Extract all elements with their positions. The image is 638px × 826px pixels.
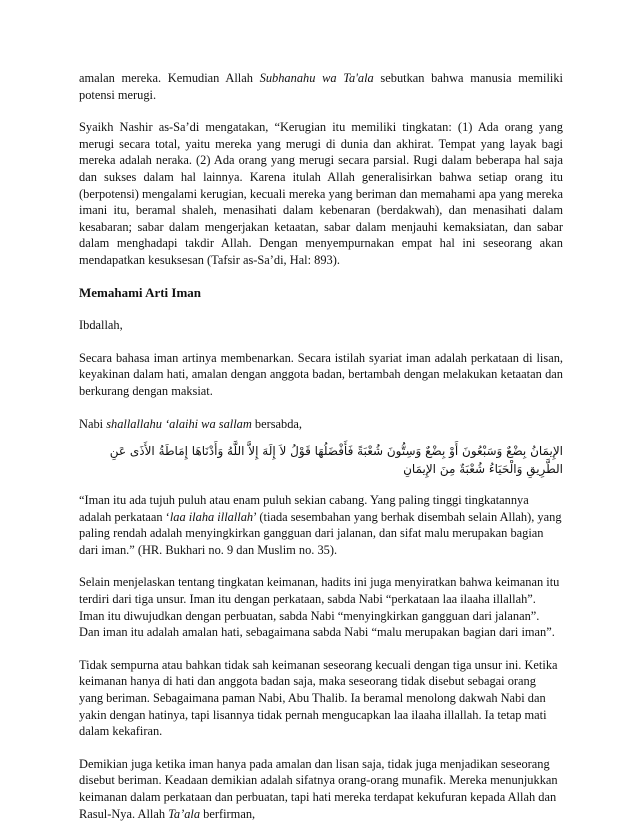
italic-shalawat: shallallahu ‘alaihi wa sallam — [106, 416, 252, 431]
paragraph-abu-thalib: Tidak sempurna atau bahkan tidak sah keimanan seseorang kecuali dengan tiga unsur ini. Ketika keimanan hanya di hati dan anggota badan saja, maka seseorang tidak disebut sebagai orang yang beriman. Sebagaimana paman Nabi, Abu Thalib. Ia beramal menolong dakwah Nabi dan yakin dengan hatinya, tapi lisannya tidak pernah mengucapkan laa ilaaha illallah. Ia tetap mati dalam kekafiran. — [79, 657, 558, 739]
section-heading: Memahami Arti Iman — [79, 284, 202, 300]
paragraph-kerugian-intro: amalan mereka. Kemudian Allah Subhanahu wa Ta'ala sebutkan bahwa manusia memiliki potensi merugi. — [79, 71, 563, 102]
paragraph-munafik: Demikian juga ketika iman hanya pada amalan dan lisan saja, tidak juga menjadikan seseorang disebut beriman. Keadaan demikian adalah sifatnya orang-orang munafik. Mereka menunjukkan keimanan dalam perkataan dan perbuatan, tapi hati mereka terdapat kekufuran kepada Allah dan Rasul-Nya. Allah Ta’ala berfirman, — [79, 756, 558, 821]
italic-subhanahu: Subhanahu wa Ta'ala — [259, 71, 374, 85]
paragraph-three-elements: Selain menjelaskan tentang tingkatan keimanan, hadits ini juga menyiratkan bahwa keimanan itu terdiri dari tiga unsur. Iman itu dengan perkataan, sabda Nabi “perkataan laa ilaaha illallah”. Iman itu diwujudkan dengan perbuatan, sabda Nabi “menyingkirkan gangguan dari jalanan”. Dan iman itu adalah amalan hati, sebagaimana sabda Nabi “malu merupakan bagian dari iman”. — [79, 575, 560, 640]
italic-laa-ilaha: laa ilaha illallah — [169, 509, 254, 524]
paragraph-nashir-quote: Syaikh Nashir as-Sa’di mengatakan, “Kerugian itu memiliki tingkatan: (1) Ada orang yang merugi secara total, yaitu mereka yang merugi di dunia dan akhirat. Tempat yang layak bagi mereka adalah neraka. (2) Ada orang yang merugi secara parsial. Rugi dalam beberapa hal saja dan sukses dalam hal lainnya. Karena itulah Allah generalisirkan bahwa setiap orang itu (berpotensi) mengalami kerugian, kecuali mereka yang beriman dan memahami apa yang mereka imani itu, beramal shaleh, menasihati dalam kebenaran (berdakwah), dan menasihati dalam kesabaran; sabar dalam mengerjakan ketaatan, sabar dalam menjauhi kemaksiatan, dan sabar dalam menghadapi takdir Allah. Dengan menyempurnakan empat hal ini seseorang akan mendapatkan kesuksesan (Tafsir as-Sa’di, Hal: 893). — [79, 120, 563, 267]
paragraph-nabi-bersabda: Nabi shallallahu ‘alaihi wa sallam bersabda, — [79, 416, 303, 431]
paragraph-greeting: Ibdallah, — [79, 318, 123, 333]
paragraph-definition-iman: Secara bahasa iman artinya membenarkan. Secara istilah syariat iman adalah perkataan di lisan, keyakinan dalam hati, amalan dengan anggota badan, bertambah dengan melakukan ketaatan dan berkurang dengan maksiat. — [79, 350, 563, 398]
italic-taala: Ta’ala — [168, 806, 201, 821]
arabic-hadith: الإِيمَانُ بِضْعٌ وَسَبْعُونَ أَوْ بِضْعٌ وَسِتُّونَ شُعْبَةً فَأَفْضَلُهَا قَوْلُ لاَ إِلَهَ إِلاَّ اللَّهُ وَأَدْنَاهَا إِمَاطَةُ الأَذَى عَنِ الطَّرِيقِ وَالْحَيَاءُ شُعْبَةٌ مِنَ الإِيمَانِ — [109, 444, 563, 477]
paragraph-hadith-translation: “Iman itu ada tujuh puluh atau enam puluh sekian cabang. Yang paling tinggi tingkatannya adalah perkataan ‘laa ilaha illallah’ (tiada sesembahan yang berhak disembah selain Allah), yang paling rendah adalah menyingkirkan gangguan dari jalanan, dan sifat malu merupakan bagian dari iman.” (HR. Bukhari no. 9 dan Muslim no. 35). — [79, 493, 562, 557]
